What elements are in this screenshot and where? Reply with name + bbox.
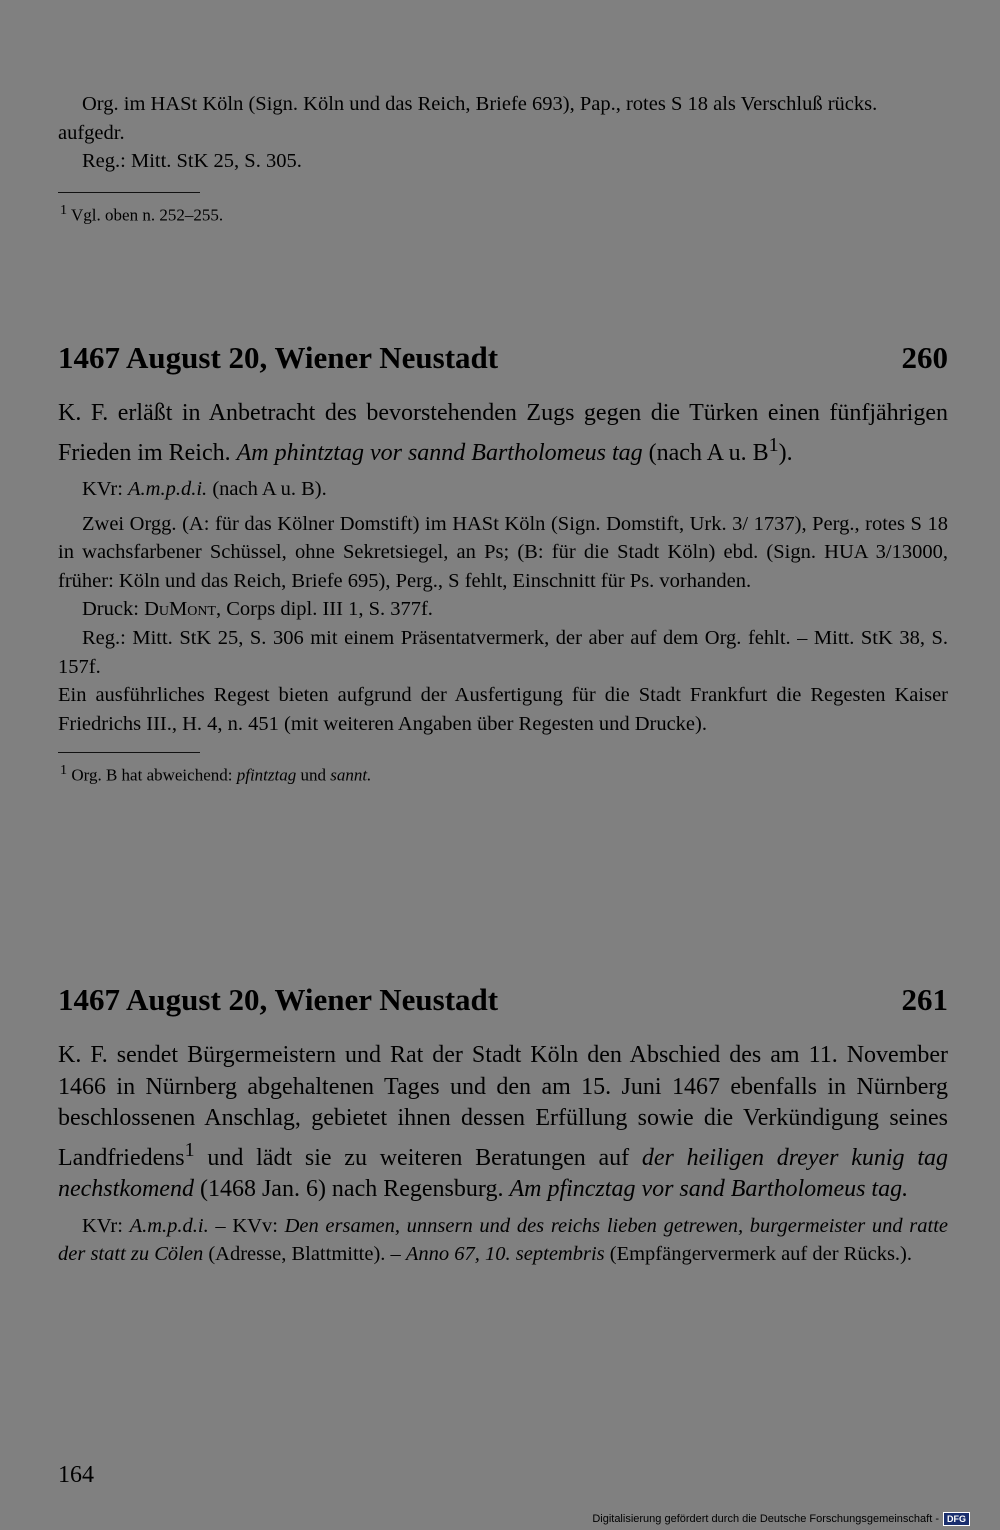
footnote-quote-1: pfintztag	[236, 766, 297, 785]
footnote-quote-2: sannt.	[330, 766, 372, 785]
entry-heading	[58, 980, 948, 1020]
entry-heading	[58, 338, 948, 378]
druck-author: DuMont	[144, 598, 216, 621]
page-number: 164	[58, 1462, 94, 1488]
top-line-1: Org. im HASt Köln (Sign. Köln und das Reich, Briefe 693), Pap., rotes S 18 als Verschluß rücks. aufgedr.	[58, 93, 878, 144]
kvv-label: – KVv:	[208, 1214, 285, 1237]
top-footnote	[58, 199, 948, 227]
anno-note: Anno 67, 10. septembris	[405, 1243, 605, 1266]
kvr-value: A.m.p.d.i.	[129, 1214, 209, 1237]
reg-paragraph: Reg.: Mitt. StK 25, S. 306 mit einem Präsentatvermerk, der aber auf dem Org. fehlt. – Mitt. StK 38, S. 157f.	[58, 626, 948, 678]
summary-text: K. F. sendet Bürgermeistern und Rat der Stadt Köln den Abschied des am 11. November 1466 in Nürnberg abgehaltenen Tages und den am 15. Juni 1467 ebenfalls in Nürnberg beschlossenen Anschlag, gebietet ihnen dessen Erfüllung sowie die Verkündigung seines Landfriedens	[58, 1042, 948, 1171]
footnote-text-2: und	[296, 766, 331, 785]
summary-text-2: und lädt sie zu weiteren Beratungen auf	[194, 1144, 642, 1171]
summary-text-2: (nach A u. B	[642, 439, 769, 466]
entry-number: 260	[901, 340, 948, 375]
summary-text-3: (1468 Jan. 6) nach Regensburg.	[193, 1176, 510, 1202]
entry-date-place: 1467 August 20, Wiener Neustadt	[58, 982, 499, 1017]
dfg-logo-icon: DFG	[943, 1512, 970, 1526]
footnote-rule	[58, 752, 200, 753]
summary-text-3: ).	[778, 439, 793, 466]
kvv-after: (Adresse, Blattmitte). –	[203, 1243, 406, 1266]
kvr-label: KVr:	[82, 1214, 130, 1237]
top-block	[58, 90, 948, 226]
druck-rest: , Corps dipl. III 1, S. 377f.	[215, 598, 433, 621]
footnote-rule	[58, 192, 200, 193]
entry-date-place: 1467 August 20, Wiener Neustadt	[58, 340, 499, 375]
summary-quote: der heiligen dreyer kunig tag nechstkomend	[58, 1144, 948, 1202]
entry-summary	[58, 1040, 948, 1206]
orgg-paragraph: Zwei Orgg. (A: für das Kölner Domstift) im HASt Köln (Sign. Domstift, Urk. 3/ 1737), Perg., rotes S 18 in wachsfarbener Schüssel, ohne Sekretsiegel, an Ps; (B: für die Stadt Köln) ebd. (Sign. HUA 3/13000, früher: Köln und das Reich, Briefe 695), Perg., S fehlt, Einschnitt für Ps. vorhanden.	[58, 512, 948, 592]
footnote-ref: 1	[768, 433, 779, 456]
entry-summary	[58, 398, 948, 469]
druck-line	[58, 595, 948, 624]
entry-number: 261	[901, 982, 948, 1017]
entry-261	[58, 980, 948, 1269]
funding-text: Digitalisierung gefördert durch die Deutsche Forschungsgemeinschaft -	[592, 1513, 939, 1525]
anno-after: (Empfängervermerk auf der Rücks.).	[604, 1243, 913, 1266]
kvr-kvv-paragraph	[58, 1212, 948, 1269]
entry-footnote	[58, 759, 948, 787]
summary-text: K. F. erläßt in Anbetracht des bevorstehenden Zugs gegen die Türken einen fünfjährigen Frieden im Reich.	[58, 400, 948, 466]
kvv-value: Den ersamen, unnsern und des reichs lieben getrewen, burgermeister und ratte der statt zu Cölen	[58, 1214, 948, 1266]
kvr-label: KVr:	[82, 478, 129, 500]
footnote-ref: 1	[184, 1138, 195, 1161]
footnote-text: Vgl. oben n. 252–255.	[71, 205, 224, 225]
summary-quote-2: Am pfincztag vor sand Bartholomeus tag.	[509, 1176, 909, 1202]
druck-label: Druck:	[82, 598, 145, 621]
entry-260	[58, 338, 948, 787]
footnote-mark: 1	[60, 201, 68, 218]
kvr-value: A.m.p.d.i.	[128, 478, 208, 500]
funding-footer	[592, 1512, 970, 1526]
regest-paragraph: Ein ausführliches Regest bieten aufgrund der Ausfertigung für die Stadt Frankfurt die Regesten Kaiser Friedrichs III., H. 4, n. 451 (mit weiteren Angaben über Regesten und Drucke).	[58, 684, 948, 735]
kvr-line	[58, 475, 948, 504]
footnote-mark: 1	[60, 762, 68, 779]
top-line-2: Reg.: Mitt. StK 25, S. 305.	[82, 150, 302, 173]
footnote-text: Org. B hat abweichend:	[71, 766, 237, 785]
summary-quote: Am phintztag vor sannd Bartholomeus tag	[236, 439, 643, 466]
kvr-after: (nach A u. B).	[207, 478, 327, 500]
